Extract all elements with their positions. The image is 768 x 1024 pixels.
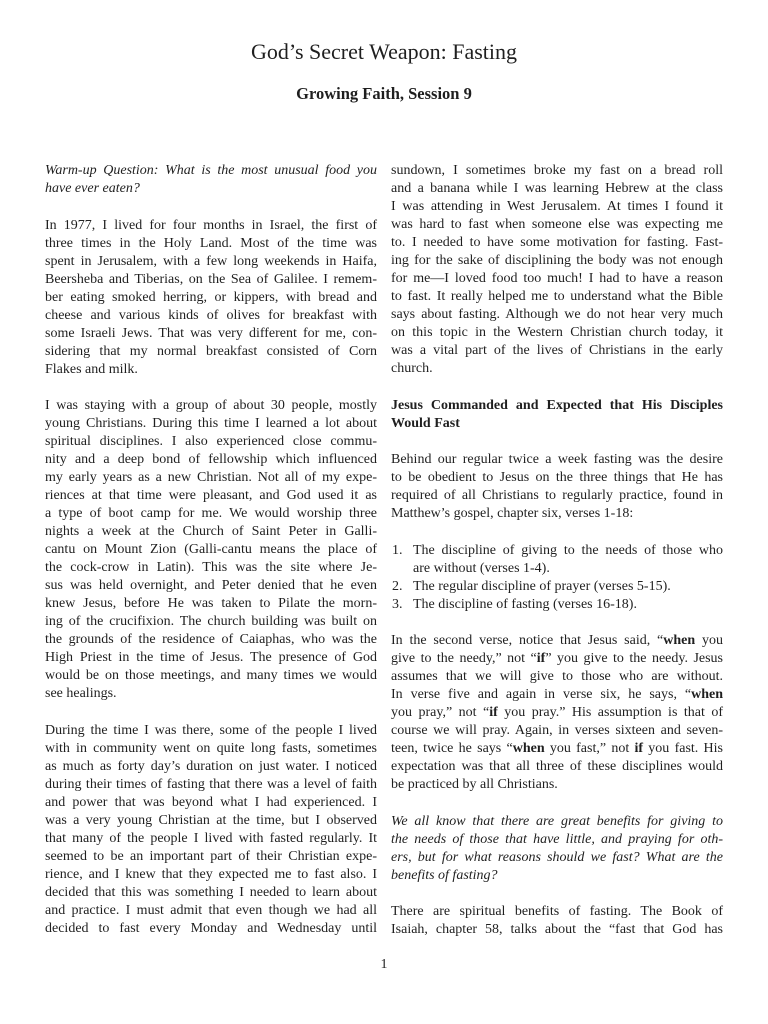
text-line: riences at that time were pleasant, and God used it as [45, 488, 377, 503]
text-line: decided to fast every Monday and Wednesday until [45, 920, 377, 936]
text-line: Flakes and milk. [45, 361, 138, 377]
text-run: you pray.” His assumption is that of [497, 705, 723, 720]
text-line: are without (verses 1-4). [413, 560, 550, 576]
text-line: to. I needed to have some motivation for fasting. Fast- [391, 235, 723, 250]
text-line: see healings. [45, 686, 117, 701]
text-line: as much as forty day’s duration on just water. I noticed [45, 758, 377, 774]
text-line: says about fasting. Although we do not hear very much [391, 307, 723, 322]
text-line: Behind our regular twice a week fasting was the desire [391, 452, 723, 467]
text-run: you [695, 633, 723, 648]
text-line: Warm-up Question: What is the most unusual food you [45, 163, 377, 178]
text-line: the needs of those that have little, and praying for oth- [391, 831, 723, 847]
page-number: 1 [380, 957, 388, 972]
text-line: and practice. I must admit that even though we had all [45, 902, 377, 918]
text-line: my early years as a new Christian. Not all of my expe- [45, 470, 377, 485]
text-line: sundown, I sometimes broke my fast on a bread roll [391, 163, 723, 178]
text-run: give to the needy,” not “ [391, 651, 537, 666]
text-line: Matthew’s gospel, chapter six, verses 1-18: [391, 506, 634, 521]
text-run: In verse five and again in verse six, he says, “ [391, 687, 692, 702]
section-heading [391, 397, 723, 433]
list-item-text [413, 596, 723, 614]
text-line: on this topic in the Western Christian church today, it [391, 325, 723, 340]
text-line: The discipline of giving to the needs of those who [413, 542, 723, 558]
text-line [391, 704, 723, 722]
text-line: three times in the Holy Land. Most of the time was [45, 235, 377, 251]
text-line: nights a week at the Church of Saint Peter in Galli- [45, 524, 377, 539]
list-item [391, 596, 723, 614]
text-run: you fast,” not [544, 741, 635, 756]
emphasized-word: if [634, 741, 644, 756]
text-line: course we will pray. Again, in verses sixteen and seven- [391, 723, 723, 738]
text-line: benefits of fasting? [391, 867, 498, 883]
question-paragraph [45, 162, 377, 198]
text-line [391, 740, 723, 758]
text-line: and power that was beyond what I had experienced. I [45, 794, 377, 810]
text-line: The discipline of fasting (verses 16-18). [413, 596, 637, 612]
text-line: to fast. It really helped me to understand what the Bible [391, 289, 723, 304]
text-line: sus was held overnight, and Peter denied that he even [45, 578, 377, 593]
session-subtitle: Growing Faith, Session 9 [296, 84, 472, 103]
emphasized-word: if [536, 651, 546, 666]
text-run: In the second verse, notice that Jesus said, “ [391, 633, 664, 648]
text-line: Would Fast [391, 415, 460, 431]
text-line: Jesus Commanded and Expected that His Disciples [391, 397, 723, 413]
text-line: In 1977, I lived for four months in Israel, the first of [45, 217, 377, 233]
text-line: During the time I was there, some of the people I lived [45, 722, 377, 738]
text-line: was a very young Christian at the time, but I observed [45, 812, 377, 828]
text-line: rience, and I knew that they expected me to fast also. I [45, 866, 377, 882]
text-line: required of all Christians to regularly practice, found in [391, 488, 723, 503]
text-line: cheese and various kinds of olives for breakfast with [45, 307, 377, 323]
list-item-text [413, 578, 723, 596]
text-line: that many of the people I lived with fasted regularly. It [45, 830, 377, 846]
text-line: be practiced by all Christians. [391, 777, 558, 792]
text-line: a type of boot camp for me. We would worship three [45, 506, 377, 521]
text-line [391, 686, 723, 704]
list-number: 3. [392, 596, 403, 612]
emphasized-word: if [489, 705, 498, 720]
text-line: spiritual disciplines. I also experienced close commu- [45, 434, 377, 449]
list-number: 2. [392, 578, 403, 594]
text-run: you fast. His [643, 741, 723, 756]
emphasized-word: when [663, 633, 696, 648]
text-line: assumes that we will give to those who are without. [391, 669, 723, 684]
text-line: would be on those meetings, and many times we would [45, 668, 377, 683]
right-column [391, 162, 723, 939]
left-column [45, 162, 377, 938]
text-line: and a banana while I was learning Hebrew at the class [391, 181, 723, 196]
text-line [391, 650, 723, 668]
paragraph [45, 722, 377, 938]
text-line: The regular discipline of prayer (verses 5-15). [413, 578, 671, 594]
text-line: ber eating smoked herring, or kippers, with bread and [45, 289, 377, 305]
text-line [391, 632, 723, 650]
text-line: spent in Jerusalem, with a few long weekends in Haifa, [45, 253, 377, 269]
text-line: during their times of fasting that there was a level of faith [45, 776, 377, 792]
text-run: ” you give to the needy. Jesus [545, 651, 724, 666]
list-number: 1. [392, 542, 403, 558]
document-title: God’s Secret Weapon: Fasting [250, 39, 518, 64]
text-line: We all know that there are great benefits for giving to [391, 813, 723, 829]
text-line: ers, but for what reasons should we fast? What are the [391, 849, 723, 865]
text-line: ing for the sake of disciplining the body was not enough [391, 253, 723, 268]
text-line: for me—I loved food too much! I had to have a reason [391, 271, 723, 286]
paragraph [391, 632, 723, 794]
text-line: I was staying with a group of about 30 people, mostly [45, 398, 377, 413]
list-item [391, 578, 723, 596]
text-line: ing of the crucifixion. The church building was built on [45, 614, 377, 629]
paragraph [45, 217, 377, 379]
text-line: with in community went on quite long fasts, sometimes [45, 740, 377, 756]
text-line: There are spiritual benefits of fasting. The Book of [391, 904, 723, 919]
paragraph [391, 451, 723, 523]
numbered-list [391, 542, 723, 614]
text-line: the grounds of the residence of Caiaphas, who was the [45, 632, 377, 647]
text-line: expectation was that all three of these disciplines would [391, 759, 723, 774]
text-line: Isaiah, chapter 58, talks about the “fast that God has [391, 922, 723, 937]
text-line: the cock-crow in Latin). This was the site where Je- [45, 560, 377, 575]
text-line: have ever eaten? [45, 181, 140, 196]
paragraph [391, 162, 723, 378]
text-line: Beersheba and Tiberias, on the Sea of Galilee. I remem- [45, 271, 377, 287]
list-item-text [413, 542, 723, 578]
text-line: High Priest in the time of Jesus. The presence of God [45, 650, 377, 665]
question-paragraph [391, 813, 723, 885]
text-line: young Christians. During this time I learned a lot about [45, 416, 377, 431]
text-line: was a vital part of the lives of Christians in the early [391, 343, 723, 358]
text-line: some Israeli Jews. That was very different for me, con- [45, 325, 377, 341]
text-line: knew Jesus, before He was taken to Pilate the morn- [45, 596, 377, 611]
emphasized-word: when [691, 687, 723, 702]
list-item [391, 542, 723, 578]
text-line: nity and a deep bond of fellowship which influenced [45, 452, 377, 467]
text-line: decided that this was something I needed to learn about [45, 884, 377, 900]
text-run: you pray,” not “ [391, 705, 490, 720]
emphasized-word: when [512, 741, 545, 756]
text-line: sidering that my normal breakfast consisted of Corn [45, 343, 377, 359]
text-line: church. [391, 361, 433, 376]
text-line: was hard to fast when someone else was expecting me [391, 217, 723, 232]
paragraph [391, 903, 723, 939]
text-line: seemed to be an important part of their Christian expe- [45, 848, 377, 864]
text-line: cantu on Mount Zion (Galli-cantu means the place of [45, 542, 377, 557]
text-run: teen, twice he says “ [391, 741, 513, 756]
text-line: I was attending in West Jerusalem. At times I found it [391, 199, 723, 214]
paragraph [45, 397, 377, 703]
text-line: to be obedient to Jesus on the three things that He has [391, 470, 723, 485]
